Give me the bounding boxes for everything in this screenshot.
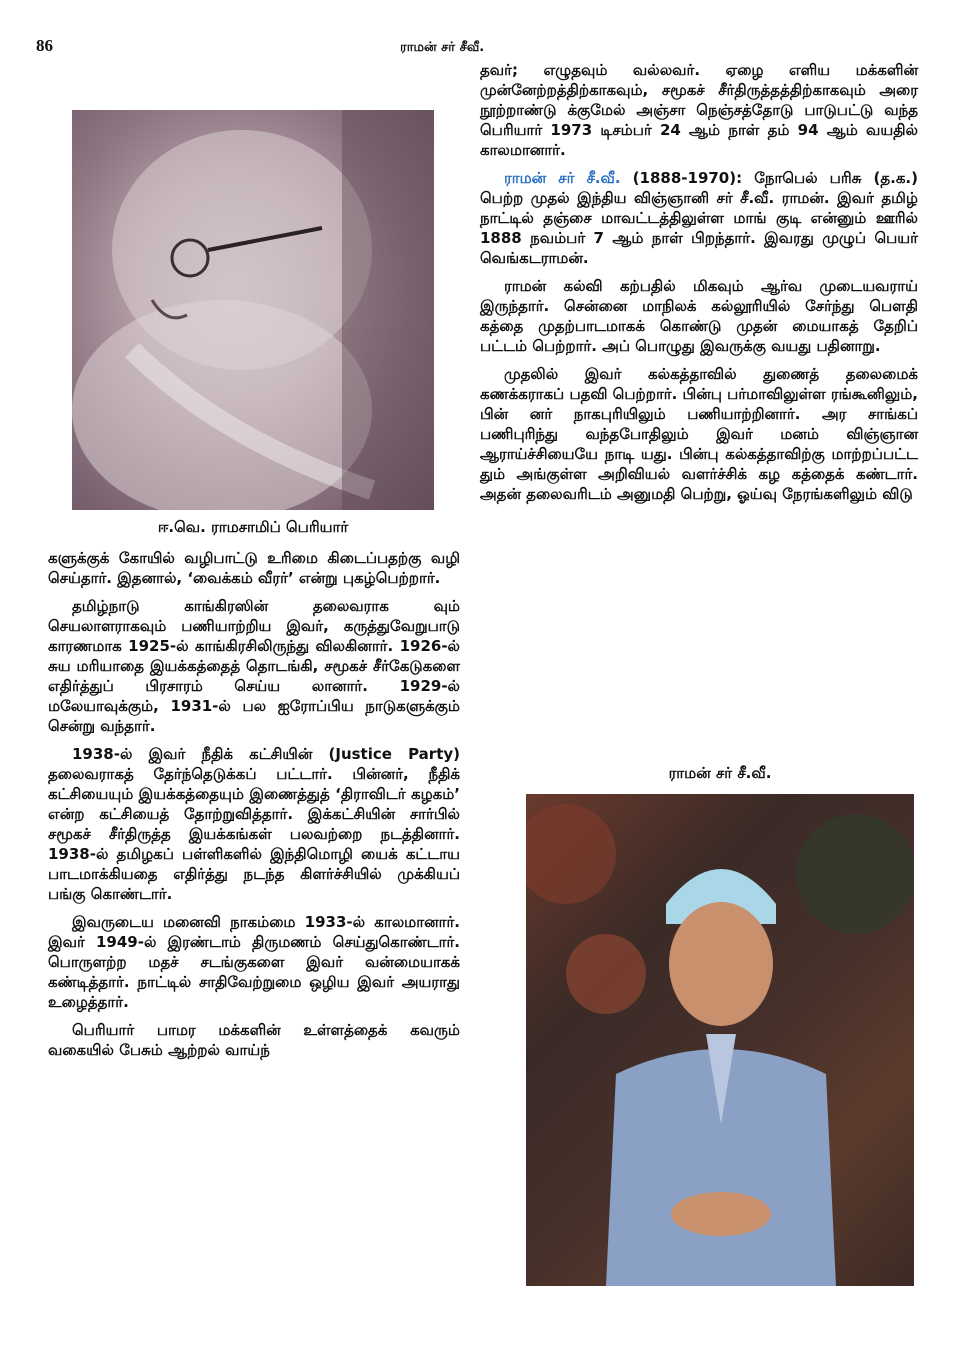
paragraph: இவருடைய மனைவி நாகம்மை 1933-ல் காலமானார். இவர் 1949-ல் இரண்டாம் திருமணம் செய்துகொண்டார். பொருளற்ற மதச் சடங்குகளை இவர் வன்மையாகக் கண்டித்தார். நாட்டில் சாதிவேற்றுமை ஒழிய இவர் அயராது உழைத்தார். [48, 913, 460, 1011]
paragraph: 1938-ல் இவர் நீதிக் கட்சியின் (Justice Party) தலைவராகத் தேர்ந்தெடுக்கப் பட்டார். பின்னர், நீதிக் கட்சியையும் இயக்கத்தையும் இணைத்துத் ‘திராவிடர் கழகம்’ என்ற கட்சியைத் தோற்றுவித்தார். இக்கட்சியின் சார்பில் சமூகச் சீர்திருத்த இயக்கங்கள் பலவற்றை நடத்தினார். 1938-ல் தமிழகப் பள்ளிகளில் இந்திமொழி யைக் கட்டாய பாடமாக்கியதை எதிர்த்து நடந்த கிளர்ச்சியில் முக்கியப் பங்கு கொண்டார். [48, 745, 460, 903]
raman-caption: ராமன் சர் சீ.வீ. [668, 764, 772, 782]
entry-dates: (1888-1970): [632, 169, 743, 187]
periyar-photo [72, 110, 434, 510]
entry-heading: ராமன் சர் சீ.வீ. [504, 169, 621, 187]
paragraph: தவர்; எழுதவும் வல்லவர். ஏழை எளிய மக்களின் முன்னேற்றத்திற்காகவும், சமூகச் சீர்திருத்தத்திற்காகவும் அரை நூற்றாண்டு க்குமேல் அஞ்சா நெஞ்சத்தோடு பாடுபட்டு வந்த பெரியார் 1973 டிசம்பர் 24 ஆம் நாள் தம் 94 ஆம் வயதில் காலமானார். [480, 61, 918, 159]
paragraph: ராமன் கல்வி கற்பதில் மிகவும் ஆர்வ முடையவராய் இருந்தார். சென்னை மாநிலக் கல்லூரியில் சேர்ந்து பௌதி கத்தை முதற்பாடமாகக் கொண்டு முதன் மையாகத் தேறிப் பட்டம் பெற்றார். அப் பொழுது இவருக்கு வயது பதினாறு. [480, 277, 918, 355]
paragraph: பெரியார் பாமர மக்களின் உள்ளத்தைக் கவரும் வகையில் பேசும் ஆற்றல் வாய்ந் [48, 1021, 460, 1059]
left-column [48, 548, 460, 1068]
raman-portrait-illustration [526, 794, 914, 1286]
periyar-portrait-illustration [72, 110, 434, 510]
periyar-caption: ஈ.வெ. ராமசாமிப் பெரியார் [157, 518, 349, 536]
paragraph: தமிழ்நாடு காங்கிரஸின் தலைவராக வும் செயலாளராகவும் பணியாற்றிய இவர், கருத்துவேறுபாடு காரணமாக 1925-ல் காங்கிரசிலிருந்து விலகினார். 1926-ல் சுய மரியாதை இயக்கத்தைத் தொடங்கி, சமூகச் சீர்கேடுகளை எதிர்த்துப் பிரசாரம் செய்ய லானார். 1929-ல் மலேயாவுக்கும், 1931-ல் பல ஐரோப்பிய நாடுகளுக்கும் சென்று வந்தார். [48, 597, 460, 735]
entry-text: நோபெல் பரிசு (த.க.) பெற்ற முதல் இந்திய விஞ்ஞானி சர் சீ.வீ. ராமன். இவர் தமிழ் நாட்டில் தஞ்சை மாவட்டத்திலுள்ள மாங் குடி என்னும் ஊரில் 1888 நவம்பர் 7 ஆம் நாள் பிறந்தார். இவரது முழுப் பெயர் வெங்கடராமன். [480, 169, 918, 267]
right-column [480, 60, 918, 512]
paragraph: முதலில் இவர் கல்கத்தாவில் துணைத் தலைமைக் கணக்கராகப் பதவி பெற்றார். பின்பு பர்மாவிலுள்ள ரங்கூனிலும், பின் னர் நாகபுரியிலும் பணியாற்றினார். அர சாங்கப் பணிபுரிந்து வந்தபோதிலும் இவர் மனம் விஞ்ஞான ஆராய்ச்சியையே நாடி யது. பின்பு கல்கத்தாவிற்கு மாற்றப்பட்ட தும் அங்குள்ள அறிவியல் வளர்ச்சிக் கழ கத்தைக் கண்டார். அதன் தலைவரிடம் அனுமதி பெற்று, ஓய்வு நேரங்களிலும் விடு [480, 365, 918, 503]
page-number: 86 [36, 36, 53, 55]
paragraph: களுக்குக் கோயில் வழிபாட்டு உரிமை கிடைப்பதற்கு வழி செய்தார். இதனால், ‘வைக்கம் வீரர்’ என்று புகழ்பெற்றார். [48, 549, 460, 587]
raman-photo [526, 794, 914, 1286]
entry-raman [480, 168, 918, 268]
running-head: ராமன் சர் சீவீ. [400, 40, 485, 55]
